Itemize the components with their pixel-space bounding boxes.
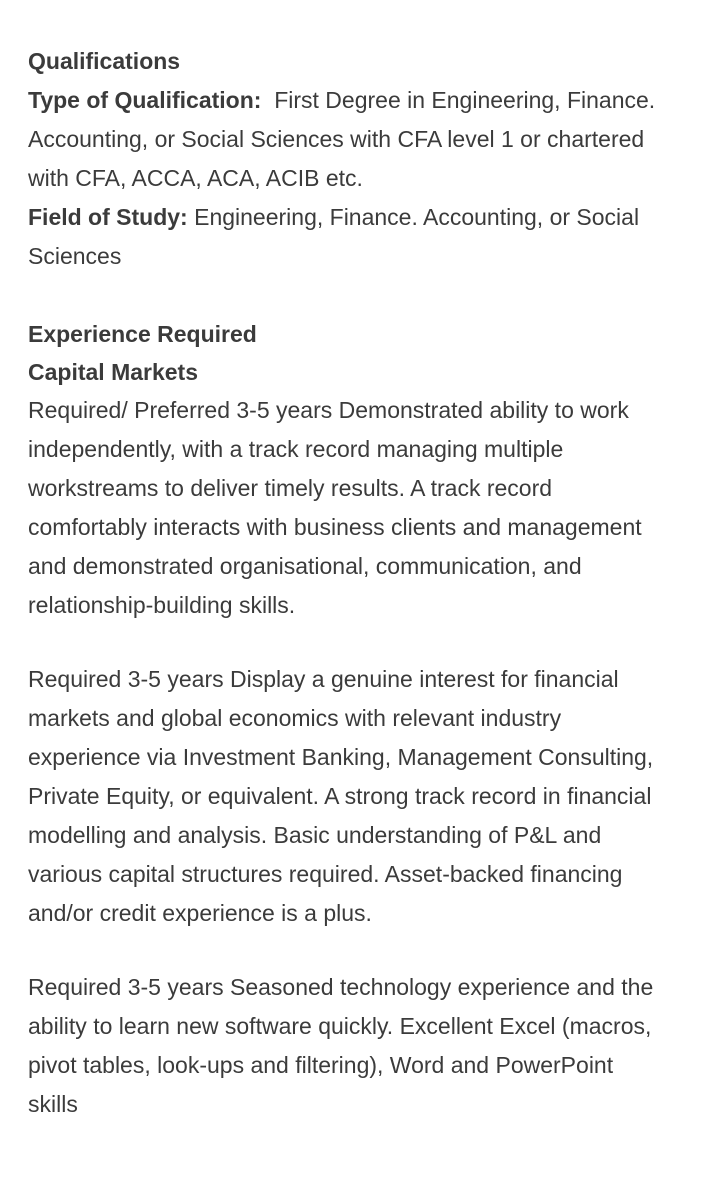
type-of-qualification	[28, 81, 669, 198]
qualifications-section	[28, 42, 669, 276]
experience-heading: Experience Required	[28, 321, 257, 347]
field-of-study-value: Engineering, Finance. Accounting, or Social Sciences	[28, 204, 640, 269]
experience-paragraph: Required 3-5 years Seasoned technology experience and the ability to learn new software quickly. Excellent Excel (macros, pivot tables, look-ups and filtering), Word and PowerPoint skills	[28, 974, 654, 1117]
experience-paragraph: Required/ Preferred 3-5 years Demonstrated ability to work independently, with a track record managing multiple workstreams to deliver timely results. A track record comfortably interacts with business clients and management and demonstrated organisational, communication, and relationship-building skills.	[28, 397, 642, 618]
field-of-study-label: Field of Study:	[28, 204, 188, 230]
type-of-qualification-value: First Degree in Engineering, Finance. Accounting, or Social Sciences with CFA level 1 or chartered with CFA, ACCA, ACA, ACIB etc.	[28, 87, 656, 191]
qualifications-heading: Qualifications	[28, 48, 181, 74]
experience-paragraph: Required 3-5 years Display a genuine interest for financial markets and global economics with relevant industry experience via Investment Banking, Management Consulting, Private Equity, or equivalent. A strong track record in financial modelling and analysis. Basic understanding of P&L and various capital structures required. Asset-backed financing and/or credit experience is a plus.	[28, 666, 654, 926]
experience-subheading: Capital Markets	[28, 359, 199, 385]
experience-section	[28, 315, 669, 1124]
type-of-qualification-label: Type of Qualification:	[28, 87, 262, 113]
field-of-study	[28, 198, 669, 276]
